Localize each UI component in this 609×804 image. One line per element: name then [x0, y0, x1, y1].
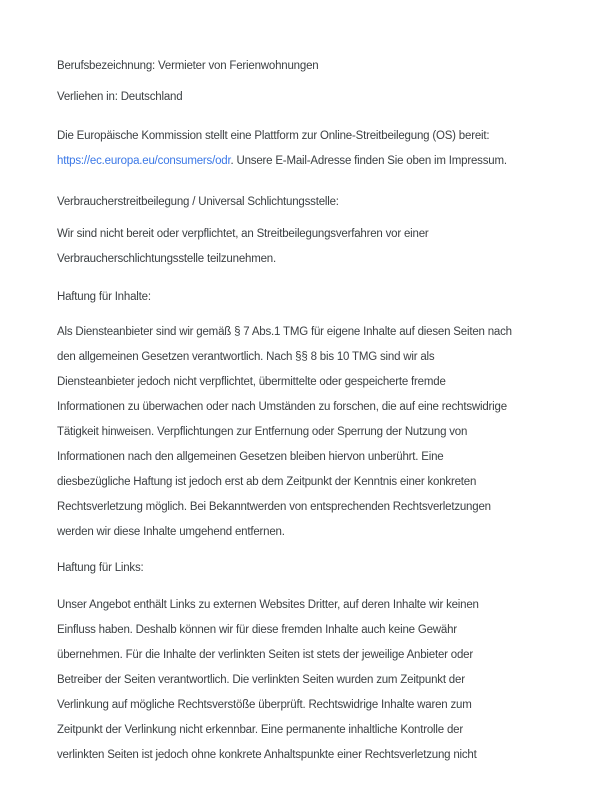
- profession-paragraph: [57, 54, 589, 79]
- odr-platform-link[interactable]: https://ec.europa.eu/consumers/odr: [57, 155, 231, 167]
- odr-platform-line-2-rest: . Unsere E-Mail-Adresse finden Sie oben im Impressum.: [230, 155, 507, 167]
- liability-contents-line: den allgemeinen Gesetzen verantwortlich. Nach §§ 8 bis 10 TMG sind wir als: [57, 351, 435, 363]
- dispute-resolution-line: Verbraucherschlichtungsstelle teilzunehmen.: [57, 253, 276, 265]
- liability-contents-line: Rechtsverletzung möglich. Bei Bekanntwerden von entsprechenden Rechtsverletzungen: [57, 501, 491, 513]
- liability-contents-line: Als Diensteanbieter sind wir gemäß § 7 Abs.1 TMG für eigene Inhalte auf diesen Seiten nach: [57, 326, 512, 338]
- awarded-in-line: Verliehen in: Deutschland: [57, 91, 183, 103]
- liability-links-paragraph: [57, 593, 589, 768]
- odr-platform-line-1: Die Europäische Kommission stellt eine Plattform zur Online-Streitbeilegung (OS) bereit:: [57, 130, 490, 142]
- profession-line: Berufsbezeichnung: Vermieter von Ferienwohnungen: [57, 60, 319, 72]
- liability-contents-line: Informationen nach den allgemeinen Gesetzen bleiben hiervon unberührt. Eine: [57, 451, 444, 463]
- liability-links-line: Unser Angebot enthält Links zu externen Websites Dritter, auf deren Inhalte wir keinen: [57, 599, 479, 611]
- liability-contents-line: Diensteanbieter jedoch nicht verpflichtet, übermittelte oder gespeicherte fremde: [57, 376, 446, 388]
- liability-contents-line: Tätigkeit hinweisen. Verpflichtungen zur Entfernung oder Sperrung der Nutzung von: [57, 426, 468, 438]
- liability-links-heading-line: Haftung für Links:: [57, 562, 144, 574]
- liability-links-line: Betreiber der Seiten verantwortlich. Die verlinkten Seiten wurden zum Zeitpunkt der: [57, 674, 465, 686]
- dispute-resolution-heading-line: Verbraucherstreitbeilegung / Universal Schlichtungsstelle:: [57, 196, 339, 208]
- liability-links-heading: [57, 556, 589, 581]
- liability-contents-line: Informationen zu überwachen oder nach Umständen zu forschen, die auf eine rechtswidrige: [57, 401, 507, 413]
- liability-links-line: Verlinkung auf mögliche Rechtsverstöße überprüft. Rechtswidrige Inhalte waren zum: [57, 699, 472, 711]
- liability-contents-heading-line: Haftung für Inhalte:: [57, 291, 151, 303]
- odr-platform-line-2: [57, 149, 589, 174]
- liability-contents-heading: [57, 285, 589, 310]
- liability-contents-line: diesbezügliche Haftung ist jedoch erst ab dem Zeitpunkt der Kenntnis einer konkreten: [57, 476, 477, 488]
- liability-links-line: Einfluss haben. Deshalb können wir für diese fremden Inhalte auch keine Gewähr: [57, 624, 457, 636]
- awarded-in-paragraph: [57, 85, 589, 110]
- odr-platform-paragraph: [57, 124, 589, 174]
- liability-contents-line: werden wir diese Inhalte umgehend entfernen.: [57, 526, 285, 538]
- dispute-resolution-heading: [57, 190, 589, 215]
- liability-links-line: verlinkten Seiten ist jedoch ohne konkrete Anhaltspunkte einer Rechtsverletzung nicht: [57, 749, 477, 761]
- liability-links-line: Zeitpunkt der Verlinkung nicht erkennbar. Eine permanente inhaltliche Kontrolle der: [57, 724, 463, 736]
- dispute-resolution-line: Wir sind nicht bereit oder verpflichtet, an Streitbeilegungsverfahren vor einer: [57, 228, 429, 240]
- dispute-resolution-paragraph: [57, 222, 589, 272]
- liability-contents-paragraph: [57, 320, 589, 545]
- liability-links-line: übernehmen. Für die Inhalte der verlinkten Seiten ist stets der jeweilige Anbieter oder: [57, 649, 474, 661]
